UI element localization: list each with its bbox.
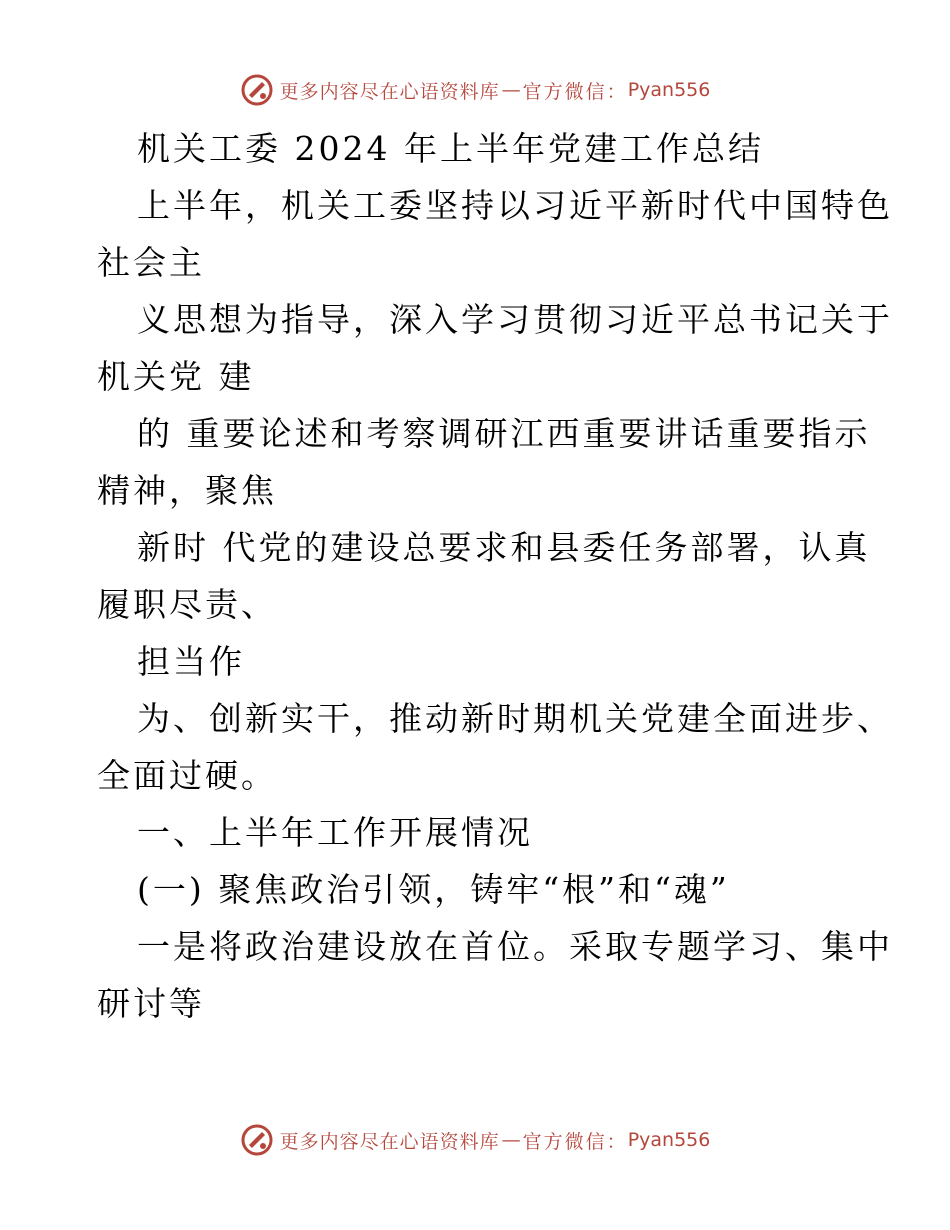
text-line: 研讨等 xyxy=(97,984,205,1023)
text-line: 社会主 xyxy=(97,243,205,282)
text-line: 机关工委 2024 年上半年党建工作总结 xyxy=(137,129,764,168)
text-line: 上半年，机关工委坚持以习近平新时代中国特色 xyxy=(137,186,893,225)
brand-logo-icon xyxy=(240,1123,274,1157)
text-line: 的 重要论述和考察调研江西重要讲话重要指示 xyxy=(137,414,871,453)
text-line: 一、上半年工作开展情况 xyxy=(137,813,533,852)
watermark-separator: — xyxy=(501,79,521,101)
watermark-brand-text: 更多内容尽在心语资料库 xyxy=(279,1130,500,1153)
text-line: 为、创新实干，推动新时期机关党建全面进步、 xyxy=(137,699,893,738)
document-body xyxy=(97,120,893,1032)
brand-logo-icon xyxy=(240,73,274,107)
watermark-wechat-id: Pyan556 xyxy=(627,79,711,101)
text-line: 义思想为指导，深入学习贯彻习近平总书记关于 xyxy=(137,300,893,339)
watermark-brand-text: 更多内容尽在心语资料库 xyxy=(279,80,500,103)
watermark-separator: — xyxy=(501,1129,521,1151)
text-line: 精神，聚焦 xyxy=(97,471,277,510)
watermark-footer xyxy=(0,1120,950,1160)
watermark-wechat-id: Pyan556 xyxy=(627,1129,711,1151)
text-line: 履职尽责、 xyxy=(97,585,277,624)
text-line: 担当作 xyxy=(137,642,245,681)
text-line: 一是将政治建设放在首位。采取专题学习、集中 xyxy=(137,927,893,966)
text-line: 机关党 建 xyxy=(97,357,255,396)
watermark-wechat-label: 官方微信： xyxy=(522,1130,628,1153)
text-line: 新时 代党的建设总要求和县委任务部署，认真 xyxy=(137,528,871,567)
watermark-header xyxy=(0,70,950,110)
text-line: (一) 聚焦政治引领，铸牢“根”和“魂” xyxy=(137,870,730,909)
text-line: 全面过硬。 xyxy=(97,756,277,795)
watermark-wechat-label: 官方微信： xyxy=(522,80,628,103)
